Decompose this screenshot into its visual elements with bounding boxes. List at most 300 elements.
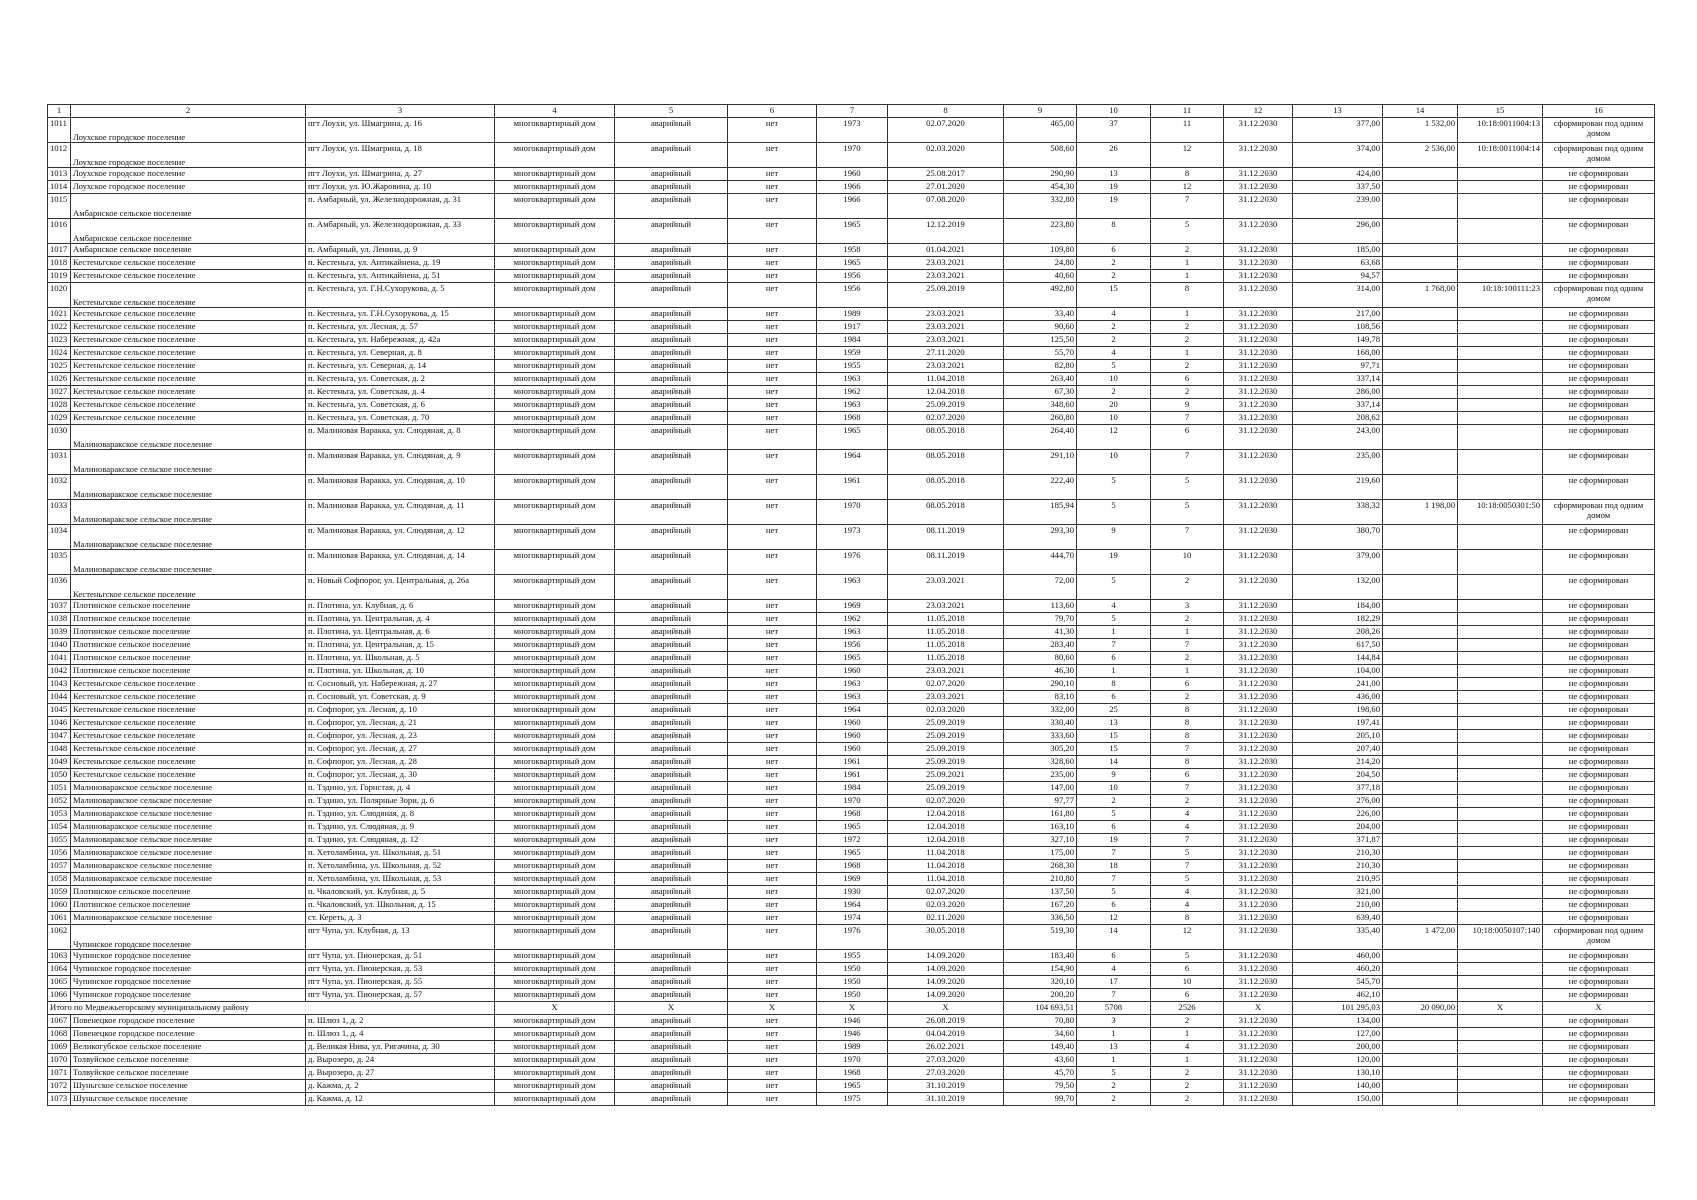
table-cell: Малиноваракское сельское поселение [71,795,306,808]
table-cell [1383,244,1458,257]
table-cell: 12 [1151,925,1224,950]
table-cell: нет [728,525,817,550]
table-cell: нет [728,168,817,181]
table-cell: аварийный [615,450,728,475]
table-cell: Кестеньгское сельское поселение [71,283,306,308]
table-cell: аварийный [615,347,728,360]
table-cell: 185,94 [1004,500,1077,525]
table-header-row [48,105,1655,118]
table-cell: не сформирован [1543,834,1655,847]
table-cell: п. Хетоламбина, ул. Школьная, д. 52 [306,860,495,873]
table-cell: 15 [1077,730,1151,743]
table-cell: 241,00 [1293,678,1383,691]
table-cell: п. Тэдино, ул. Слюдяная, д. 12 [306,834,495,847]
table-cell: не сформирован [1543,912,1655,925]
table-cell: 31.12.2030 [1224,847,1293,860]
table-cell: аварийный [615,399,728,412]
table-cell: нет [728,899,817,912]
table-cell: Кестеньгское сельское поселение [71,347,306,360]
table-cell: 31.12.2030 [1224,821,1293,834]
table-cell: 460,20 [1293,963,1383,976]
table-cell: 13 [1077,1041,1151,1054]
table-cell: 31.12.2030 [1224,219,1293,244]
table-cell: 185,00 [1293,244,1383,257]
table-cell: 08.11.2019 [888,550,1004,575]
table-cell: 4 [1151,886,1224,899]
table-cell: п. Шлюз 1, д. 2 [306,1015,495,1028]
table-cell: 97,77 [1004,795,1077,808]
table-cell: 2 [1151,575,1224,600]
table-cell: 1 [1151,1054,1224,1067]
table-cell: не сформирован [1543,730,1655,743]
table-cell [1383,639,1458,652]
table-row [48,308,1655,321]
table-cell: 226,00 [1293,808,1383,821]
table-cell: 175,00 [1004,847,1077,860]
table-cell: 31.10.2019 [888,1080,1004,1093]
table-cell: 1960 [817,730,888,743]
table-cell: многоквартирный дом [495,283,615,308]
table-row [48,704,1655,717]
table-cell: 1036 [48,575,71,600]
table-cell: 8 [1151,283,1224,308]
table-cell: 7 [1151,834,1224,847]
table-cell: 1966 [817,181,888,194]
table-cell: 204,50 [1293,769,1383,782]
table-row [48,347,1655,360]
table-row [48,989,1655,1002]
table-cell: 07.08.2020 [888,194,1004,219]
table-cell: 108,56 [1293,321,1383,334]
table-cell: 31.12.2030 [1224,886,1293,899]
table-cell: пгт Чупа, ул. Пионерская, д. 53 [306,963,495,976]
table-cell: не сформирован [1543,717,1655,730]
table-cell: 31.12.2030 [1224,283,1293,308]
table-cell: 9 [1077,769,1151,782]
table-cell: аварийный [615,834,728,847]
table-cell: не сформирован [1543,475,1655,500]
column-number-header: 7 [817,105,888,118]
table-cell: 1984 [817,782,888,795]
table-cell: нет [728,347,817,360]
table-cell: не сформирован [1543,691,1655,704]
table-cell: нет [728,886,817,899]
table-cell: 24,80 [1004,257,1077,270]
table-cell: аварийный [615,475,728,500]
table-cell: 27.03.2020 [888,1054,1004,1067]
table-cell: 1047 [48,730,71,743]
table-cell: многоквартирный дом [495,334,615,347]
table-cell: аварийный [615,143,728,168]
table-cell [1383,194,1458,219]
table-cell: многоквартирный дом [495,475,615,500]
table-row [48,613,1655,626]
table-cell: 1950 [817,976,888,989]
table-cell: 1960 [817,168,888,181]
total-row-cell: 2526 [1151,1002,1224,1015]
table-cell: нет [728,143,817,168]
table-cell: 3 [1077,1015,1151,1028]
table-cell: 10 [1077,412,1151,425]
table-cell: 12.04.2018 [888,808,1004,821]
table-cell: сформирован под одним домом [1543,118,1655,143]
table-cell: 1023 [48,334,71,347]
column-number-header: 16 [1543,105,1655,118]
table-cell: нет [728,717,817,730]
table-cell: 1984 [817,334,888,347]
table-cell: 1963 [817,399,888,412]
table-cell [1458,1093,1543,1106]
table-cell: 290,10 [1004,678,1077,691]
table-cell: многоквартирный дом [495,989,615,1002]
table-cell: 04.04.2019 [888,1028,1004,1041]
table-cell: 290,90 [1004,168,1077,181]
table-cell: 6 [1077,244,1151,257]
table-cell: многоквартирный дом [495,808,615,821]
table-cell: 130,10 [1293,1067,1383,1080]
table-cell: п. Софпорог, ул. Лесная, д. 27 [306,743,495,756]
table-row [48,1041,1655,1054]
table-cell: 25.08.2017 [888,168,1004,181]
table-cell: 1963 [817,691,888,704]
table-cell: 1965 [817,257,888,270]
table-cell: аварийный [615,1054,728,1067]
table-cell: не сформирован [1543,873,1655,886]
table-cell: Кестеньгское сельское поселение [71,308,306,321]
table-cell: 31.12.2030 [1224,834,1293,847]
table-cell: 260,80 [1004,412,1077,425]
table-cell: п. Чкаловский, ул. Школьная, д. 15 [306,899,495,912]
column-number-header: 10 [1077,105,1151,118]
table-cell: нет [728,475,817,500]
table-cell [1383,782,1458,795]
table-cell: нет [728,691,817,704]
table-cell: аварийный [615,925,728,950]
table-cell: аварийный [615,704,728,717]
table-cell: аварийный [615,1067,728,1080]
table-cell: 25.09.2019 [888,283,1004,308]
table-cell: п. Кестеньга, ул. Г.Н.Сухорукова, д. 5 [306,283,495,308]
table-cell: нет [728,756,817,769]
table-cell: Кестеньгское сельское поселение [71,691,306,704]
table-cell: 235,00 [1004,769,1077,782]
table-cell: аварийный [615,912,728,925]
table-cell: 12 [1151,143,1224,168]
table-cell: п. Тэдино, ул. Слюдяная, д. 8 [306,808,495,821]
table-cell: 1 [1077,1028,1151,1041]
table-cell: многоквартирный дом [495,308,615,321]
table-cell: 6 [1151,769,1224,782]
table-cell: 2 [1077,257,1151,270]
table-cell: 2 [1151,321,1224,334]
table-cell: аварийный [615,730,728,743]
table-cell: 2 [1151,244,1224,257]
table-cell: 31.12.2030 [1224,769,1293,782]
table-cell: 31.12.2030 [1224,412,1293,425]
table-cell: 31.12.2030 [1224,678,1293,691]
table-cell: 1968 [817,412,888,425]
table-cell: аварийный [615,976,728,989]
table-cell [1458,194,1543,219]
table-cell: 2 [1077,321,1151,334]
table-cell: 204,00 [1293,821,1383,834]
table-cell: 264,40 [1004,425,1077,450]
table-cell [1383,181,1458,194]
table-cell: 379,00 [1293,550,1383,575]
table-cell: 08.05.2018 [888,450,1004,475]
table-cell: 1068 [48,1028,71,1041]
table-cell: аварийный [615,600,728,613]
table-cell: многоквартирный дом [495,860,615,873]
table-cell: аварийный [615,743,728,756]
table-cell: Амбарнское сельское поселение [71,219,306,244]
table-cell: Плотинское сельское поселение [71,886,306,899]
table-cell: 7 [1151,194,1224,219]
table-cell [1458,257,1543,270]
table-cell: многоквартирный дом [495,821,615,834]
table-cell: 1962 [817,386,888,399]
table-cell [1458,950,1543,963]
table-cell: 23.03.2021 [888,575,1004,600]
table-cell: 2 [1151,795,1224,808]
table-cell: п. Кестеньга, ул. Советская, д. 2 [306,373,495,386]
table-cell: аварийный [615,1080,728,1093]
table-cell: нет [728,950,817,963]
table-cell [1458,756,1543,769]
table-cell: нет [728,626,817,639]
table-cell [1383,1015,1458,1028]
table-cell [1458,270,1543,283]
table-cell: 1 [1151,257,1224,270]
table-cell: 1963 [817,575,888,600]
table-cell [1383,860,1458,873]
table-cell: 444,70 [1004,550,1077,575]
table-cell: не сформирован [1543,976,1655,989]
table-cell: нет [728,550,817,575]
table-cell: 1946 [817,1028,888,1041]
table-row [48,652,1655,665]
table-row [48,912,1655,925]
table-cell: 168,00 [1293,347,1383,360]
table-cell: 19 [1077,194,1151,219]
table-cell: Малиноваракское сельское поселение [71,847,306,860]
table-cell: 6 [1151,989,1224,1002]
table-cell: Чупинское городское поселение [71,989,306,1002]
table-cell: не сформирован [1543,347,1655,360]
table-cell: 1042 [48,665,71,678]
table-cell: 460,00 [1293,950,1383,963]
table-cell: 335,40 [1293,925,1383,950]
table-cell: 336,50 [1004,912,1077,925]
table-cell: 31.12.2030 [1224,704,1293,717]
table-cell: 31.12.2030 [1224,181,1293,194]
table-cell [1458,808,1543,821]
table-cell: многоквартирный дом [495,500,615,525]
table-cell: аварийный [615,886,728,899]
table-cell: 10 [1077,373,1151,386]
table-cell: п. Амбарный, ул. Железнодорожная, д. 31 [306,194,495,219]
table-cell [1458,525,1543,550]
table-cell: 7 [1151,639,1224,652]
table-cell [1383,412,1458,425]
table-cell: нет [728,412,817,425]
table-cell: Толвуйское сельское поселение [71,1054,306,1067]
table-row [48,500,1655,525]
table-cell [1458,834,1543,847]
table-row [48,270,1655,283]
table-cell: п. Плотина, ул. Центральная, д. 6 [306,626,495,639]
table-cell: многоквартирный дом [495,386,615,399]
table-cell: многоквартирный дом [495,963,615,976]
table-cell: не сформирован [1543,270,1655,283]
table-cell: нет [728,925,817,950]
table-cell: п. Шлюз 1, д. 4 [306,1028,495,1041]
table-cell: 1970 [817,500,888,525]
table-cell: 18 [1077,860,1151,873]
table-cell [1458,347,1543,360]
table-cell: 1053 [48,808,71,821]
table-cell: 6 [1151,678,1224,691]
table-cell: Кестеньгское сельское поселение [71,373,306,386]
table-cell: 1961 [817,756,888,769]
table-cell: 12.04.2018 [888,386,1004,399]
table-cell: не сформирован [1543,743,1655,756]
table-cell: 1960 [817,743,888,756]
table-cell: д. Кажма, д. 2 [306,1080,495,1093]
table-cell [1458,743,1543,756]
table-body [48,105,1655,1106]
table-row [48,425,1655,450]
table-cell: 6 [1151,373,1224,386]
table-cell [1383,886,1458,899]
table-cell [1458,873,1543,886]
table-cell: нет [728,575,817,600]
table-cell: Великогубское сельское поселение [71,1041,306,1054]
table-row [48,782,1655,795]
table-cell: п. Новый Софпорог, ул. Центральная, д. 26а [306,575,495,600]
table-cell: 1025 [48,360,71,373]
column-number-header: 15 [1458,105,1543,118]
table-cell: п. Сосновый, ул. Советская, д. 9 [306,691,495,704]
table-cell: 6 [1077,950,1151,963]
table-cell: 10:18:0011004:14 [1458,143,1543,168]
table-cell: 1955 [817,360,888,373]
table-cell: 639,40 [1293,912,1383,925]
table-cell [1383,717,1458,730]
table-cell: 1034 [48,525,71,550]
table-cell [1458,181,1543,194]
table-cell: 1027 [48,386,71,399]
table-cell: нет [728,1067,817,1080]
table-row [48,399,1655,412]
table-row [48,821,1655,834]
table-cell: 13 [1077,168,1151,181]
table-cell: 1 768,00 [1383,283,1458,308]
table-cell: 14.09.2020 [888,976,1004,989]
table-cell: 208,62 [1293,412,1383,425]
table-cell: 1030 [48,425,71,450]
table-cell: многоквартирный дом [495,1041,615,1054]
table-row [48,143,1655,168]
table-cell: 31.12.2030 [1224,756,1293,769]
table-row [48,873,1655,886]
table-cell: 1930 [817,886,888,899]
table-cell: д. Великая Нива, ул. Ригачина, д. 30 [306,1041,495,1054]
table-cell [1458,575,1543,600]
table-cell [1383,1041,1458,1054]
table-cell [1383,691,1458,704]
table-cell: 127,00 [1293,1028,1383,1041]
table-cell: 338,32 [1293,500,1383,525]
table-cell: п. Плотина, ул. Клубная, д. 6 [306,600,495,613]
table-cell: Кестеньгское сельское поселение [71,257,306,270]
table-cell: 15 [1077,283,1151,308]
table-cell: не сформирован [1543,257,1655,270]
table-cell: 02.07.2020 [888,412,1004,425]
table-cell: аварийный [615,425,728,450]
table-cell: Толвуйское сельское поселение [71,1067,306,1080]
table-cell [1458,821,1543,834]
table-cell: 154,90 [1004,963,1077,976]
table-cell: аварийный [615,1028,728,1041]
table-cell: нет [728,399,817,412]
table-cell: 6 [1151,963,1224,976]
table-cell: 30.05.2018 [888,925,1004,950]
table-cell: 1959 [817,347,888,360]
table-cell [1383,743,1458,756]
table-cell: 1043 [48,678,71,691]
table-cell: 1066 [48,989,71,1002]
table-cell: многоквартирный дом [495,194,615,219]
table-cell: 465,00 [1004,118,1077,143]
table-cell: 1955 [817,950,888,963]
table-cell: нет [728,678,817,691]
table-cell: не сформирован [1543,194,1655,219]
table-cell: нет [728,1041,817,1054]
table-row [48,886,1655,899]
table-cell: многоквартирный дом [495,118,615,143]
table-cell: Кестеньгское сельское поселение [71,321,306,334]
table-cell: 1973 [817,525,888,550]
table-cell: 2 [1151,360,1224,373]
table-cell [1383,1093,1458,1106]
table-cell: 79,50 [1004,1080,1077,1093]
table-cell: 1051 [48,782,71,795]
table-cell: 2 [1151,691,1224,704]
table-cell: 11.05.2018 [888,639,1004,652]
table-row [48,360,1655,373]
table-cell: не сформирован [1543,399,1655,412]
table-cell: 12 [1151,181,1224,194]
table-cell: 113,60 [1004,600,1077,613]
table-cell: 4 [1151,1041,1224,1054]
table-row [48,373,1655,386]
table-cell: 31.12.2030 [1224,308,1293,321]
table-cell: 31.12.2030 [1224,899,1293,912]
table-row [48,1080,1655,1093]
table-cell: 268,30 [1004,860,1077,873]
table-cell [1383,899,1458,912]
table-cell: 67,30 [1004,386,1077,399]
table-cell [1383,1067,1458,1080]
table-cell: 1016 [48,219,71,244]
table-cell: 15 [1077,743,1151,756]
table-cell: Малиноваракское сельское поселение [71,873,306,886]
table-cell: 1972 [817,834,888,847]
table-row [48,1028,1655,1041]
table-cell: нет [728,450,817,475]
table-cell: 25.09.2019 [888,743,1004,756]
